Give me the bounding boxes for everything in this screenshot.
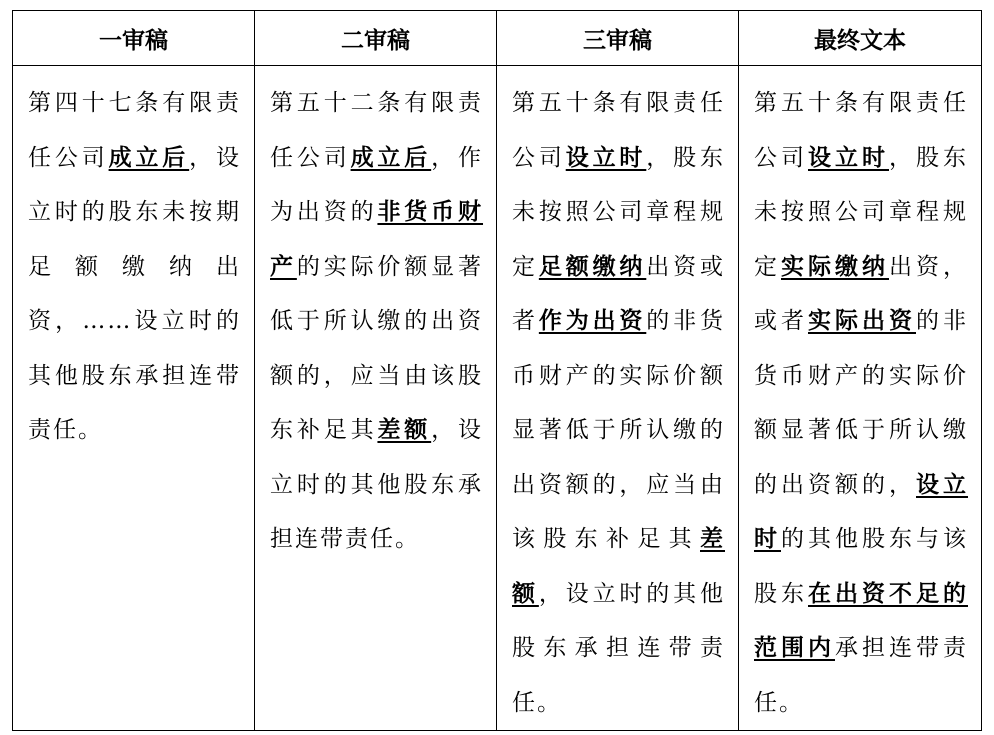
text-segment: 承担连带责任。 — [754, 635, 968, 716]
text-segment: 的非货币财产的实际价额显著低于所认缴的出资额的，应当由该股东补足其 — [512, 308, 726, 552]
highlighted-term: 在出资不足的范围内 — [754, 579, 968, 661]
text-segment: 第五十二条有限责任公司 — [270, 90, 483, 171]
header-first-draft: 一审稿 — [13, 11, 255, 66]
header-third-draft: 三审稿 — [497, 11, 739, 66]
text-segment: 出资或者 — [512, 253, 726, 334]
second-draft-text — [255, 66, 497, 731]
first-draft-text — [13, 66, 255, 731]
text-segment: 的非货币财产的实际价额显著低于所认缴的出资额的， — [754, 308, 968, 498]
text-segment: 第四十七条有限责任公司 — [28, 90, 241, 171]
text-segment: ，设立时的其他股东承担连带责任。 — [270, 417, 484, 552]
final-text — [739, 66, 982, 731]
highlighted-term: 成立后 — [350, 143, 432, 171]
text-segment: 出资，或者 — [754, 253, 968, 334]
highlighted-term: 足额缴纳 — [538, 252, 647, 280]
content-row — [13, 66, 982, 731]
text-segment: ，作为出资的 — [270, 144, 484, 225]
header-row — [13, 11, 982, 66]
header-final-text: 最终文本 — [739, 11, 982, 66]
highlighted-term: 设立时 — [808, 143, 889, 171]
text-segment: ，设立时的其他股东承担连带责任。 — [512, 580, 726, 716]
comparison-table — [12, 10, 982, 731]
highlighted-term: 差额 — [512, 525, 725, 607]
text-segment: 的其他股东与该股东 — [754, 526, 968, 607]
text-segment: ，股东未按照公司章程规定 — [754, 144, 968, 280]
highlighted-term: 设立时 — [565, 143, 647, 171]
text-segment: 的实际价额显著低于所认缴的出资额的，应当由该股东补足其 — [270, 253, 484, 443]
highlighted-term: 成立后 — [108, 143, 190, 171]
highlighted-term: 实际出资 — [808, 307, 916, 334]
text-segment: ，设立时的股东未按期足额缴纳出资，……设立时的其他股东承担连带责任。 — [28, 144, 242, 443]
text-segment: 第五十条有限责任公司 — [512, 90, 725, 171]
highlighted-term: 设立时 — [754, 470, 968, 552]
highlighted-term: 差额 — [377, 416, 432, 443]
third-draft-text — [497, 66, 739, 731]
header-second-draft: 二审稿 — [255, 11, 497, 66]
highlighted-term: 实际缴纳 — [781, 252, 889, 280]
text-segment: 第五十条有限责任公司 — [754, 90, 968, 171]
text-segment: ，股东未按照公司章程规定 — [512, 144, 726, 280]
highlighted-term: 作为出资 — [538, 307, 647, 334]
highlighted-term: 非货币财产 — [270, 198, 484, 280]
